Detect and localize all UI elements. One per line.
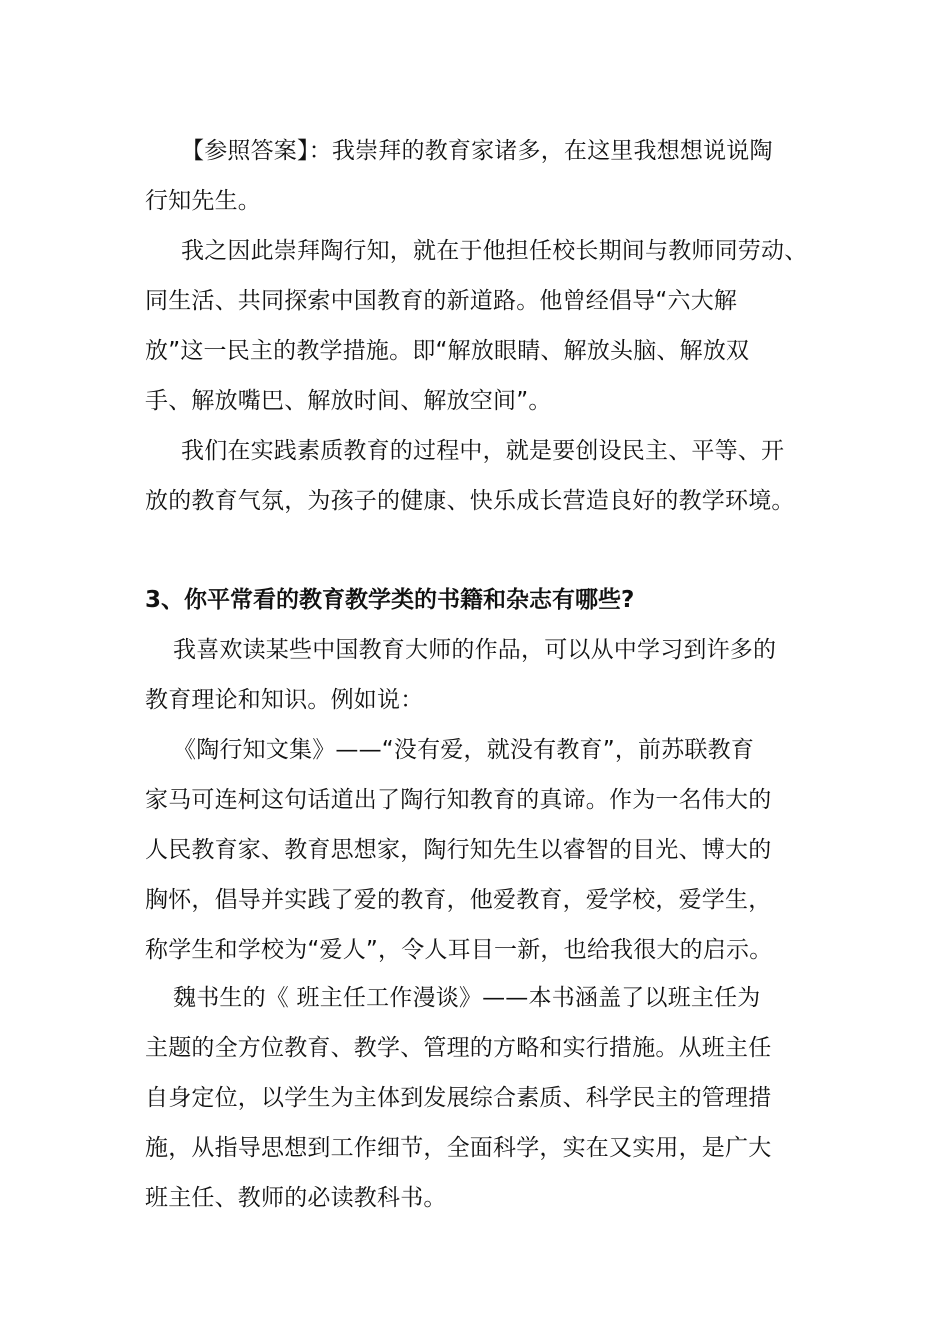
question-3-paragraph-2 [145, 725, 845, 975]
text-line: 行知先生。 [145, 188, 261, 214]
section-heading: 3、你平常看的教育教学类的书籍和杂志有哪些? [145, 587, 635, 613]
text-line: 《陶行知文集》——“没有爱，就没有教育”，前苏联教育 [173, 737, 755, 763]
text-line: 班主任、教师的必读教科书。 [145, 1185, 447, 1211]
text-line: 称学生和学校为“爱人”，令人耳目一新，也给我很大的启示。 [145, 937, 773, 963]
text-line: 放”这一民主的教学措施。即“解放眼睛、解放头脑、解放双 [145, 338, 750, 364]
text-line: 手、解放嘴巴、解放时间、解放空间”。 [145, 388, 552, 414]
question-3-heading [145, 575, 845, 625]
text-line: 我们在实践素质教育的过程中，就是要创设民主、平等、开 [181, 438, 785, 464]
text-line: 人民教育家、教育思想家，陶行知先生以睿智的目光、博大的 [145, 837, 772, 863]
text-line: 自身定位，以学生为主体到发展综合素质、科学民主的管理措 [145, 1085, 772, 1111]
text-line: 魏书生的《 班主任工作漫谈》——本书涵盖了以班主任为 [173, 985, 761, 1011]
text-line: 【参照答案】：我崇拜的教育家诸多，在这里我想想说说陶 [181, 138, 773, 164]
text-line: 放的教育气氛，为孩子的健康、快乐成长营造良好的教学环境。 [145, 488, 795, 514]
answer-paragraph-1 [145, 126, 845, 226]
text-line: 家马可连柯这句话道出了陶行知教育的真谛。作为一名伟大的 [145, 787, 772, 813]
text-line: 同生活、共同探索中国教育的新道路。他曾经倡导“六大解 [145, 288, 738, 314]
text-line: 主题的全方位教育、教学、管理的方略和实行措施。从班主任 [145, 1035, 772, 1061]
text-line: 我之因此崇拜陶行知，就在于他担任校长期间与教师同劳动、 [181, 238, 808, 264]
question-3-paragraph-3 [145, 973, 845, 1223]
text-line: 胸怀，倡导并实践了爱的教育，他爱教育，爱学校，爱学生， [145, 887, 772, 913]
text-line: 我喜欢读某些中国教育大师的作品，可以从中学习到许多的 [173, 637, 777, 663]
answer-paragraph-2 [145, 226, 845, 426]
text-line: 施，从指导思想到工作细节，全面科学，实在又实用，是广大 [145, 1135, 772, 1161]
question-3-paragraph-1 [145, 625, 845, 725]
text-line: 教育理论和知识。例如说： [145, 687, 424, 713]
answer-paragraph-3 [145, 426, 845, 526]
